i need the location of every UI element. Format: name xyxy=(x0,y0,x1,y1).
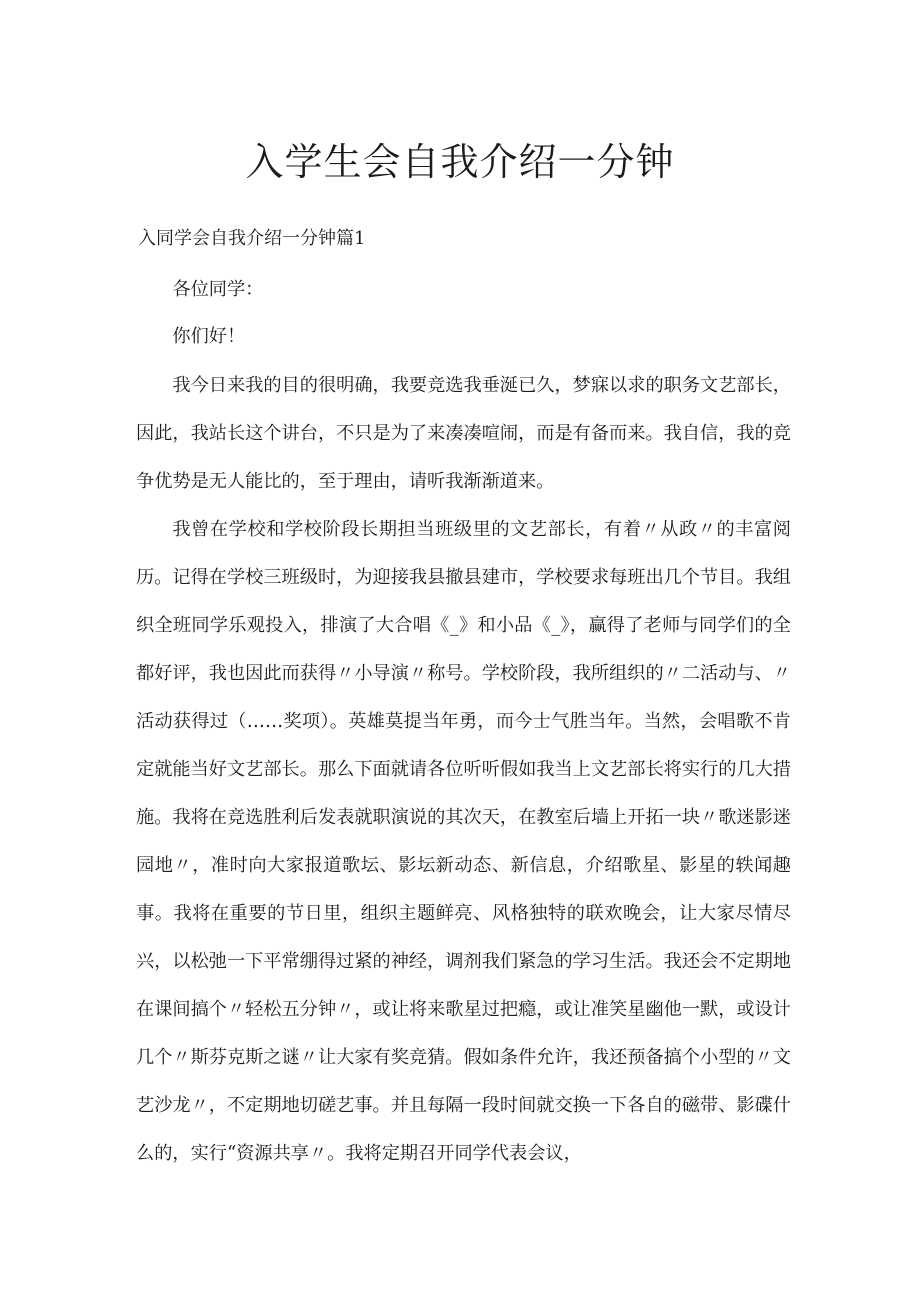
body-paragraph: 我曾在学校和学校阶段长期担当班级里的文艺部长，有着〃从政〃的丰富阅历。记得在学校三班级时，为迎接我县撤县建市，学校要求每班出几个节目。我组织全班同学乐观投入，排演了大合唱《_》和小品《_》，赢得了老师与同学们的全都好评，我也因此而获得〃小导演〃称号。学校阶段，我所组织的〃二活动与、〃活动获得过（……奖项）。英雄莫提当年勇，而今士气胜当年。当然，会唱歌不肯定就能当好文艺部长。那么下面就请各位听听假如我当上文艺部长将实行的几大措施。我将在竞选胜利后发表就职演说的其次天，在教室后墙上开拓一块〃歌迷影迷园地〃，准时向大家报道歌坛、影坛新动态、新信息，介绍歌星、影星的轶闻趣事。我将在重要的节日里，组织主题鲜亮、风格独特的联欢晚会，让大家尽情尽兴，以松弛一下平常绷得过紧的神经，调剂我们紧急的学习生活。我还会不定期地在课间搞个〃轻松五分钟〃，或让将来歌星过把瘾，或让准笑星幽他一默，或设计几个〃斯芬克斯之谜〃让大家有奖竞猜。假如条件允许，我还预备搞个小型的〃文艺沙龙〃，不定期地切磋艺事。并且每隔一段时间就交换一下各自的磁带、影碟什么的，实行“资源共享〃。我将定期召开同学代表会议， xyxy=(136,519,791,1164)
hello-line: 你们好！ xyxy=(172,326,246,347)
section-heading: 入同学会自我介绍一分钟篇1 xyxy=(138,228,366,249)
body-paragraph: 我今日来我的目的很明确，我要竞选我垂涎已久，梦寐以求的职务文艺部长，因此，我站长这个讲台，不只是为了来凑凑喧闹，而是有备而来。我自信，我的竞争优势是无人能比的，至于理由，请听我渐渐道来。 xyxy=(136,375,791,492)
greeting-line: 各位同学： xyxy=(172,279,264,300)
document-title: 入学生会自我介绍一分钟 xyxy=(245,140,675,184)
